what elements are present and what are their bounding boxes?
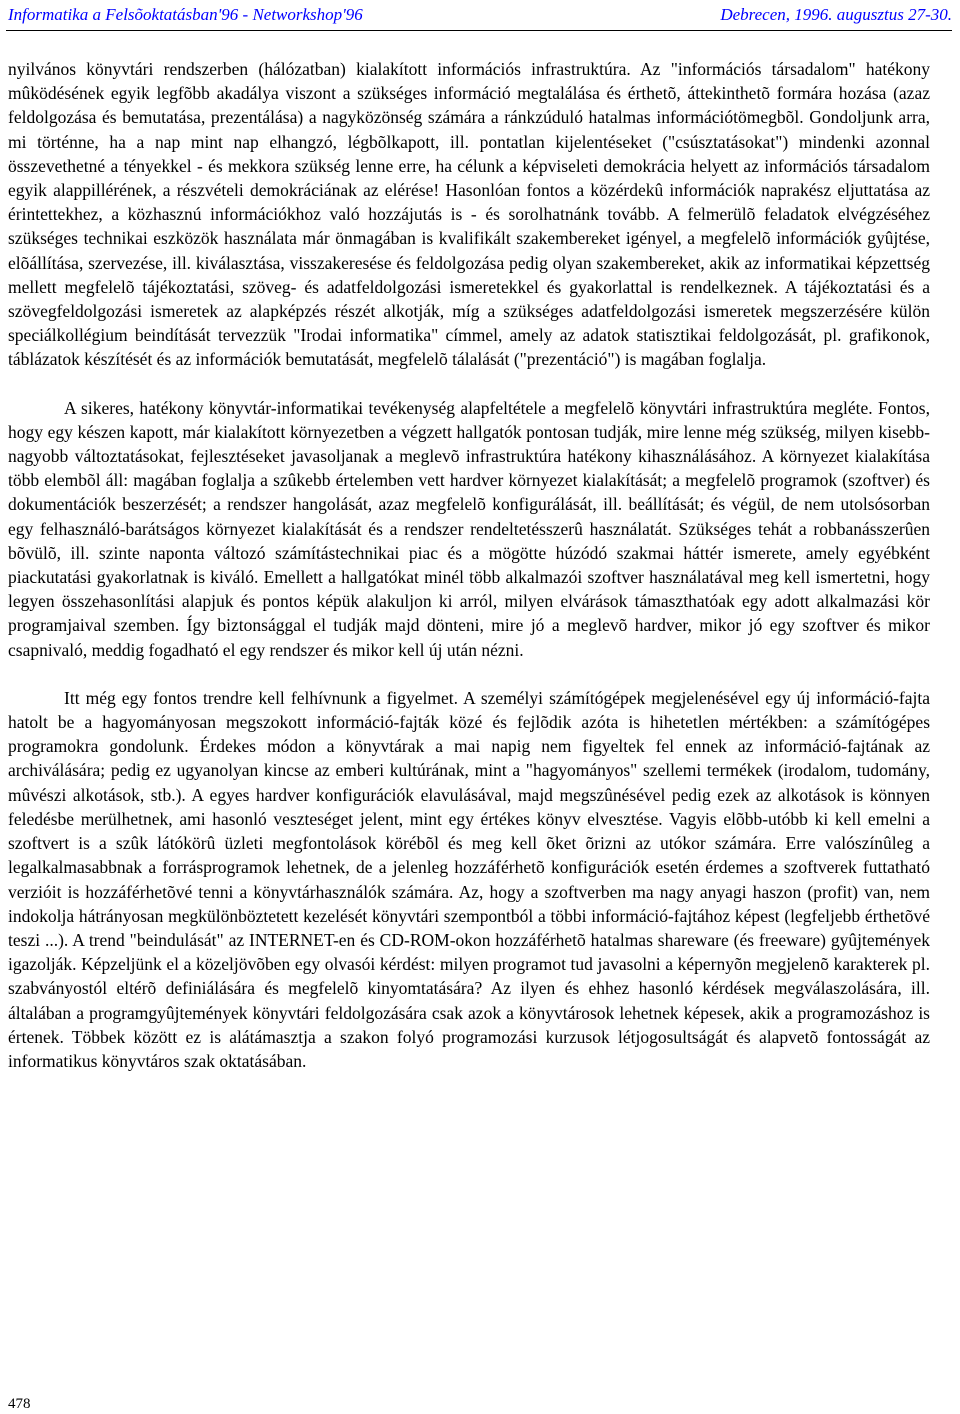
header-conference-title: Informatika a Felsõoktatásban'96 - Networkshop'96 bbox=[8, 5, 363, 24]
body-text bbox=[8, 57, 930, 1073]
running-header bbox=[8, 4, 952, 28]
header-location-date: Debrecen, 1996. augusztus 27-30. bbox=[720, 5, 952, 24]
header-rule bbox=[6, 30, 952, 31]
paragraph: Itt még egy fontos trendre kell felhívnunk a figyelmet. A személyi számítógépek megjelenésével egy új információ-fajta hatolt be a hagyományosan megszokott információ-fajták közé és fejlõdik azóta is hihetetlen mértékben: a számítógépes programokra gondolunk. Érdekes módon a könyvtárak a mai napig nem figyeltek fel ennek az információ-fajtának az archiválására; pedig ez ugyanolyan kincse az emberi kultúrának, mint a "hagyományos" szellemi termékek (irodalom, tudomány, mûvészi alkotások, stb.). A egyes hardver konfigurációk elavulásával, majd megszûnésével pedig ezek az alkotások is könnyen feledésbe merülhetnek, ami hasonló veszteséget jelent, mint egy értékes könyv elvesztése. Vagyis elõbb-utóbb ki kell emelni a szoftvert is a szûk látókörû üzleti megfontolások körébõl és meg kell õket õrizni az utókor számára. Erre valószínûleg a legalkalmasabbnak a forrásprogramok lehetnek, de a jelenleg hozzáférhetõ konfigurációk esetén érdemes a szoftverek futtatható verzióit is hozzáférhetõvé tenni a könyvtárhasználók számára. Az, hogy a szoftverben ma nagy anyagi haszon (profit) van, nem indokolja hátrányosan megkülönböztetett kezelését könyvtári szempontból a többi információ-fajtához képest (legfeljebb érthetõvé teszi ...). A trend "beindulását" az INTERNET-en és CD-ROM-okon hozzáférhetõ hatalmas shareware (és freeware) gyûjtemények igazolják. Képzeljünk el a közeljövõben egy olvasói kérdést: milyen programot tud javasolni a képernyõn megjelenõ karakterek pl. szabványostól eltérõ definiálására és megfelelõ kinyomtatására? Az ilyen és ehhez hasonló kérdések megválaszolására, ill. általában a programgyûjtemények könyvtári feldolgozására csak azok a könyvtárosok lehetnek képesek, akik a programozáshoz is értenek. Többek között ez is alátámasztja a szakon folyó programozási kurzusok létjogosultságát és alapvetõ fontosságát az informatikus könyvtáros szak oktatásában. bbox=[8, 687, 930, 1071]
page-number: 478 bbox=[8, 1396, 31, 1412]
paragraph: nyilvános könyvtári rendszerben (hálózatban) kialakított információs infrastruktúra. Az "információs társadalom" hatékony mûködésének egyik legfõbb akadálya viszont a szükséges információ megtalálása és érthetõ, áttekinthetõ formára hozása (azaz feldolgozása és bemutatása, prezentálása) a nagyközönség számára a ránkzúduló hatalmas információtömegbõl. Gondoljunk arra, mi történne, ha a nap mint nap elhangzó, légbõlkapott, ill. pontatlan kijelentéseket ("csúsztatásokat") mindenki azonnal összevethetné a tényekkel - és mekkora szükség lenne erre, ha célunk a képviseleti demokrácia helyett az információs társadalom egyik alappillérének, a részvételi demokráciának az elérése! Hasonlóan fontos a közérdekû információk naprakész eljuttatása az érintettekhez, a közhasznú információkhoz való hozzájutás is - és sorolhatnánk tovább. A felmerülõ feladatok elvégzéséhez szükséges technikai eszközök használata már önmagában is kvalifikált szakembereket igényel, a megfelelõ információk gyûjtése, elõállítása, szervezése, ill. kiválasztása, visszakeresése és feldolgozása pedig olyan szakembereket, akik az informatikai képzettség mellett megfelelõ tájékoztatási, szöveg- és adatfeldolgozási ismeretekkel és gyakorlattal is rendelkeznek. A tájékoztatási és a szövegfeldolgozási ismeretek az alapképzés részét alkotják, míg a szükséges adatfeldolgozási ismeretek megszerzésére külön speciálkollégium beindítását tervezzük "Irodai informatika" címmel, amely az adatok statisztikai feldolgozását, pl. grafikonok, táblázatok készítését és az információk bemutatását, megfelelõ tálalását ("prezentáció") is magában foglalja. bbox=[8, 59, 930, 370]
paragraph: A sikeres, hatékony könyvtár-informatikai tevékenység alapfeltétele a megfelelõ könyvtári infrastruktúra megléte. Fontos, hogy egy készen kapott, már kialakított környezetben a végzett hallgatók pontosan tudják, mire lenne még szükség, milyen kisebb-nagyobb változtatásokat, fejlesztéseket javasoljanak a meglevõ infrastruktúra hatékony kihasználásához. A környezet kialakítása több elembõl áll: magában foglalja a szûkebb értelemben vett hardver környezet kialakítását; a megfelelõ programok (szoftver) és dokumentációk beszerzését; a rendszer hangolását, azaz megfelelõ konfigurálását, ill. beállítását; és végül, de nem utolsósorban egy felhasználó-barátságos környezet kialakítását és a rendszer rendeltetésszerû használatát. Szükséges tehát a robbanásszerûen bõvülõ, ill. szinte naponta változó számítástechnikai piac és a mögötte húzódó szakmai háttér ismerete, amely egyébként piackutatási gyakorlatnak is kiváló. Emellett a hallgatókat minél több alkalmazói szoftver használatával meg kell ismertetni, hogy legyen összehasonlítási alapjuk és pontos képük alakuljon ki arról, milyen elvárások támaszthatóak egy adott alkalmazási kör programjaival szemben. Így biztonsággal el tudják majd dönteni, mire jó a meglevõ hardver, mikor jó egy szoftver és mikor csapnivaló, meddig fogadható el egy rendszer és mikor kell új után nézni. bbox=[8, 397, 930, 660]
